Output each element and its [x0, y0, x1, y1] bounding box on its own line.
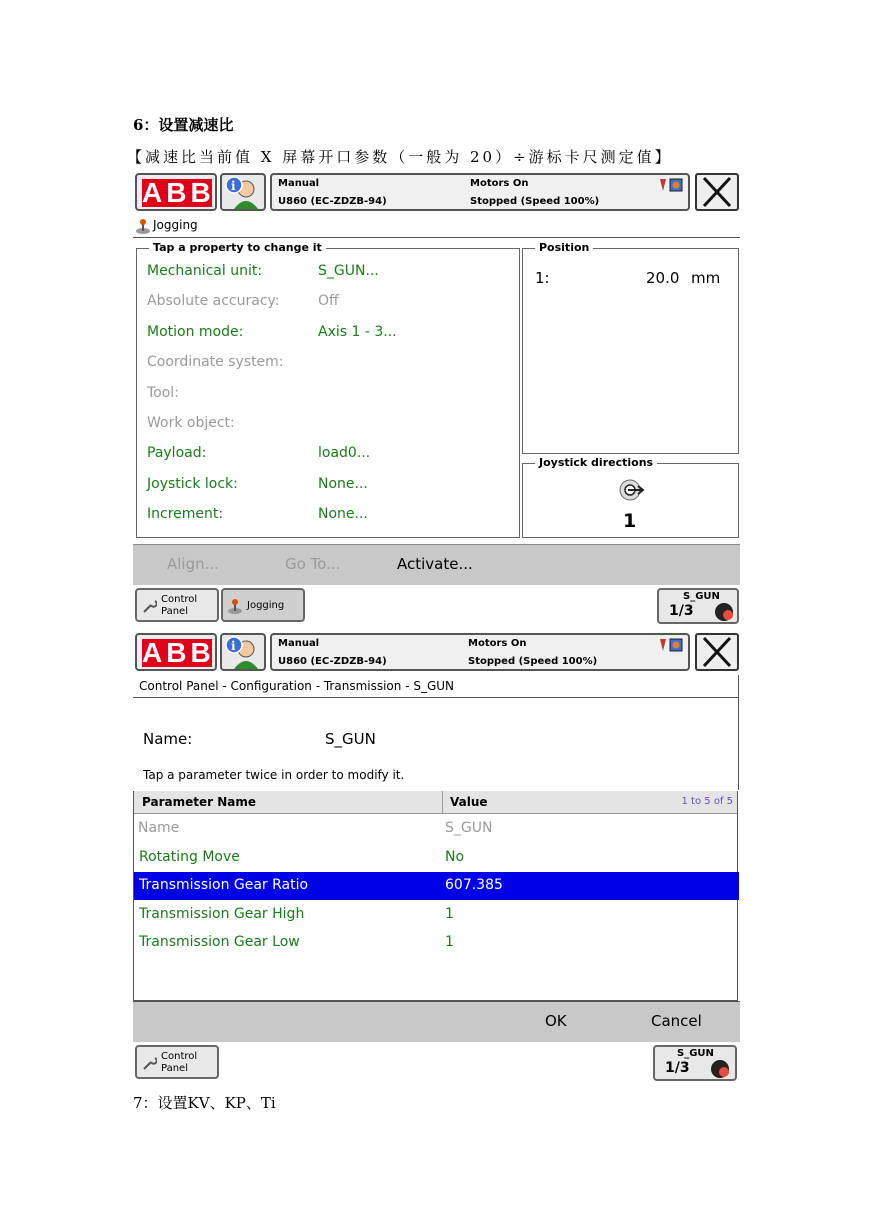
next-section-heading: 7：设置KV、KP、Ti: [133, 1094, 276, 1112]
column-header-name[interactable]: [134, 791, 443, 814]
table-row[interactable]: [134, 844, 739, 872]
operating-mode: Manual: [278, 638, 320, 649]
user-info-icon: [222, 175, 264, 209]
unit-axis-indicator: 1/3: [665, 1060, 690, 1076]
program-state: Stopped (Speed 100%): [470, 196, 600, 207]
name-section: [133, 698, 739, 790]
taskbar: [133, 585, 740, 627]
parameter-name: Name: [138, 820, 180, 836]
close-button[interactable]: [695, 633, 739, 671]
svg-text:i: i: [231, 179, 236, 193]
command-bar: [133, 544, 740, 585]
top-bar: [133, 172, 740, 214]
property-label[interactable]: Increment:: [147, 506, 224, 523]
parameter-value: 607.385: [445, 877, 503, 894]
table-row[interactable]: [134, 872, 739, 900]
control-panel-task-label-2: Panel: [161, 1063, 188, 1074]
controller-name: U860 (EC-ZDZB-94): [278, 196, 387, 207]
row-count: 1 to 5 of 5: [681, 796, 733, 807]
top-bar: [133, 632, 740, 674]
section-heading: 6：设置减速比: [133, 116, 234, 134]
motors-state: Motors On: [468, 638, 527, 649]
position-unit: mm: [691, 269, 721, 287]
breadcrumb: Control Panel - Configuration - Transmission - S_GUN: [139, 679, 455, 693]
mech-unit-label: S_GUN: [677, 1048, 714, 1059]
mech-unit-label: S_GUN: [683, 591, 720, 602]
property-label[interactable]: Payload:: [147, 445, 207, 462]
status-bar[interactable]: [270, 173, 690, 211]
abb-menu-button[interactable]: [135, 633, 217, 671]
ok-button[interactable]: OK: [545, 1012, 567, 1030]
column-header-value[interactable]: [443, 791, 737, 814]
property-label: Coordinate system:: [147, 354, 284, 371]
property-value: Off: [318, 293, 339, 310]
close-icon: [697, 175, 737, 209]
property-value[interactable]: load0...: [318, 445, 371, 462]
status-icons: [658, 177, 688, 193]
joystick-directions-group: [522, 456, 739, 538]
name-label: Name:: [143, 730, 193, 748]
control-panel-task-label-1: Control: [161, 1051, 198, 1062]
column-header-name-label: Parameter Name: [142, 795, 256, 809]
program-state: Stopped (Speed 100%): [468, 656, 598, 667]
user-info-button[interactable]: [220, 173, 266, 211]
unit-axis-indicator: 1/3: [669, 603, 694, 619]
property-label[interactable]: Joystick lock:: [147, 475, 238, 492]
app-title: Jogging: [153, 218, 198, 232]
parameter-table: [133, 791, 738, 1001]
position-value: 20.0: [646, 269, 680, 287]
jogging-task-button[interactable]: [221, 588, 305, 622]
table-row[interactable]: [134, 901, 739, 929]
property-label: Tool:: [147, 384, 179, 401]
joystick-direction-icon: [618, 478, 646, 502]
abb-logo: ABB: [142, 637, 215, 668]
table-row[interactable]: [134, 929, 739, 957]
parameter-name: Rotating Move: [139, 848, 240, 865]
flexpendant-jogging-screen: [133, 172, 740, 628]
joystick-icon: [135, 218, 151, 234]
parameter-value: No: [445, 848, 465, 865]
parameter-value: 1: [445, 934, 454, 951]
operating-mode: Manual: [278, 178, 320, 189]
close-icon: [697, 635, 737, 669]
parameter-value: S_GUN: [445, 820, 493, 836]
abb-menu-button[interactable]: [135, 173, 217, 211]
position-group: [522, 241, 739, 454]
svg-text:i: i: [231, 639, 236, 653]
property-label: Absolute accuracy:: [147, 293, 280, 310]
joystick-legend: Joystick directions: [535, 456, 657, 469]
control-panel-task-label-1: Control: [161, 594, 198, 605]
jogging-task-label: Jogging: [247, 600, 285, 611]
property-label[interactable]: Mechanical unit:: [147, 263, 263, 279]
taskbar: [133, 1042, 740, 1084]
controller-name: U860 (EC-ZDZB-94): [278, 656, 387, 667]
motors-state: Motors On: [470, 178, 529, 189]
control-panel-task-label-2: Panel: [161, 606, 188, 617]
property-label: Work object:: [147, 415, 235, 431]
flexpendant-config-screen: [133, 632, 740, 1082]
parameter-name: Transmission Gear Ratio: [139, 877, 309, 894]
properties-group: [136, 241, 520, 538]
close-button[interactable]: [695, 173, 739, 211]
speed-icon: [709, 1059, 731, 1079]
app-title-bar: [133, 215, 740, 238]
wrench-icon: [141, 1055, 157, 1071]
cancel-button[interactable]: Cancel: [651, 1012, 702, 1030]
instruction-text: Tap a parameter twice in order to modify it.: [143, 768, 405, 782]
property-value[interactable]: S_GUN...: [318, 263, 379, 279]
control-panel-task-button[interactable]: [135, 1045, 219, 1079]
user-info-button[interactable]: [220, 633, 266, 671]
user-info-icon: [222, 635, 264, 669]
property-value[interactable]: Axis 1 - 3...: [318, 323, 397, 340]
abb-logo: ABB: [142, 177, 215, 208]
parameter-name: Transmission Gear Low: [139, 934, 300, 951]
property-value[interactable]: None...: [318, 475, 368, 492]
speed-icon: [713, 602, 735, 622]
status-bar[interactable]: [270, 633, 690, 671]
table-row[interactable]: [134, 815, 739, 843]
property-label[interactable]: Motion mode:: [147, 323, 244, 340]
status-icons: [658, 637, 688, 653]
align-button[interactable]: Align...: [167, 555, 219, 573]
activate-button[interactable]: Activate...: [397, 555, 473, 573]
section-subtitle: 【减速比当前值 X 屏幕开口参数（一般为 20）÷游标卡尺测定值】: [127, 148, 673, 166]
property-value[interactable]: None...: [318, 506, 368, 523]
joystick-icon: [227, 598, 243, 614]
goto-button[interactable]: Go To...: [285, 555, 341, 573]
wrench-icon: [141, 598, 157, 614]
control-panel-task-button[interactable]: [135, 588, 219, 622]
position-legend: Position: [535, 241, 593, 254]
breadcrumb-bar: [133, 675, 739, 698]
quickset-button[interactable]: [653, 1045, 737, 1081]
properties-legend: Tap a property to change it: [149, 241, 326, 254]
position-axis: 1:: [535, 269, 550, 287]
name-value: S_GUN: [325, 730, 376, 748]
quickset-button[interactable]: [657, 588, 739, 624]
parameter-value: 1: [445, 905, 454, 922]
column-header-value-label: Value: [450, 795, 488, 809]
parameter-name: Transmission Gear High: [139, 905, 305, 922]
joystick-axis-number: 1: [623, 510, 637, 532]
command-bar: [133, 1001, 740, 1042]
